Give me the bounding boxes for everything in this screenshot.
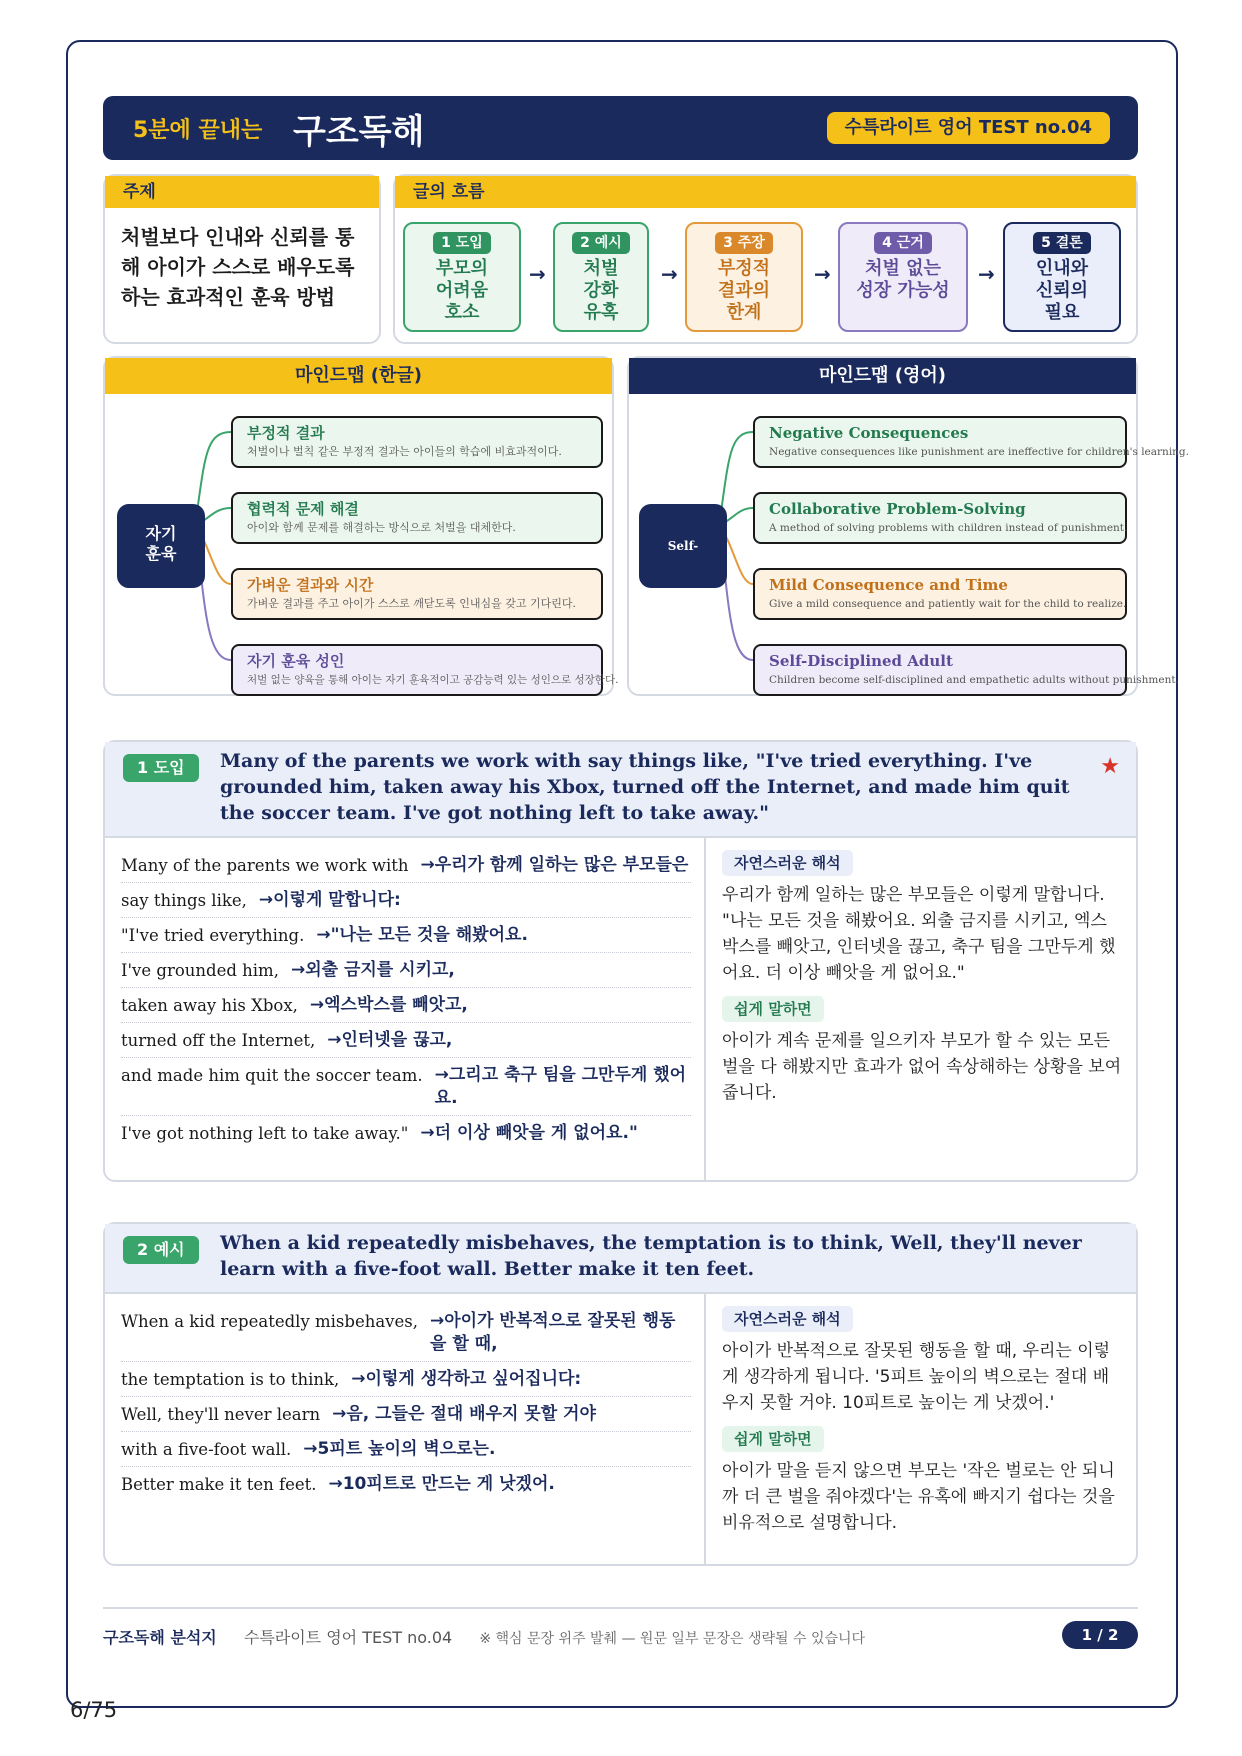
mindmap-node-title: 자기 훈육 성인: [247, 652, 345, 670]
natural-translation-tag: 자연스러운 해석: [722, 850, 853, 876]
arrow-right-icon: →: [529, 262, 546, 286]
phrase-rows: [121, 1304, 691, 1501]
mindmap-english-node-4: [753, 644, 1179, 696]
phrase-english: I've got nothing left to take away.": [121, 1124, 409, 1143]
mindmap-english-node-2: [753, 492, 1127, 544]
phrase-row: [121, 883, 691, 918]
test-badge: 수특라이트 영어 TEST no.04: [827, 112, 1110, 144]
phrase-korean: →그리고 축구 팀을 그만두게 했어요.: [434, 1065, 687, 1108]
phrase-english: Better make it ten feet.: [121, 1475, 317, 1494]
mindmap-english-heading: 마인드맵 (영어): [629, 358, 1136, 394]
section-key-sentence: Many of the parents we work with say things like, "I've tried everything. I've grounded him, taken away his Xbox, turned off the Internet, and made him quit the soccer team. I've got nothing left to take away.": [220, 750, 1070, 824]
phrase-row: [121, 1304, 691, 1362]
easy-explanation-tag: 쉽게 말하면: [722, 996, 824, 1022]
flow-step-label: 처벌 강화 유혹: [583, 258, 619, 323]
footer-brand: 구조독해 분석지: [103, 1628, 217, 1647]
flow-card: [393, 174, 1138, 344]
arrow-right-icon: →: [978, 262, 995, 286]
header-title: 구조독해: [293, 112, 425, 152]
mindmap-node-desc: Children become self-disciplined and empathetic adults without punishment.: [769, 674, 1179, 686]
flow-step-2: [553, 222, 649, 332]
mindmap-korean-node-3: [231, 568, 603, 620]
natural-translation-tag: 자연스러운 해석: [722, 1306, 853, 1332]
phrase-english: Many of the parents we work with: [121, 856, 409, 875]
natural-translation: 아이가 반복적으로 잘못된 행동을 할 때, 우리는 이렇게 생각하게 됩니다. '5피트 높이의 벽으로는 절대 배우지 못할 거야. 10피트로 높이는 게 낫겠어.': [722, 1341, 1111, 1413]
flow-step-1: [403, 222, 521, 332]
phrase-korean: →5피트 높이의 벽으로는.: [303, 1439, 496, 1459]
phrase-english: Well, they'll never learn: [121, 1405, 321, 1424]
flow-step-number: 1 도입: [433, 232, 491, 254]
topic-text: 처벌보다 인내와 신뢰를 통해 아이가 스스로 배우도록 하는 효과적인 훈육 방법: [121, 225, 355, 309]
phrase-korean: →엑스박스를 빼앗고,: [309, 995, 468, 1015]
flow-step-number: 2 예시: [572, 232, 630, 254]
flow-steps: [403, 222, 1128, 334]
flow-step-label: 처벌 없는 성장 가능성: [856, 258, 950, 301]
section-badge: 2 예시: [123, 1236, 199, 1264]
phrase-row: [121, 1058, 691, 1116]
mindmap-node-title: 가벼운 결과와 시간: [247, 576, 374, 594]
phrase-english: taken away his Xbox,: [121, 996, 298, 1015]
footer: [103, 1625, 865, 1648]
phrase-korean: →인터넷을 끊고,: [327, 1030, 453, 1050]
mindmap-english-node-3: [753, 568, 1127, 620]
phrase-english: I've grounded him,: [121, 961, 279, 980]
mindmap-english-card: [627, 356, 1189, 696]
phrase-english: and made him quit the soccer team.: [121, 1066, 423, 1085]
phrase-rows: [121, 848, 691, 1150]
phrase-row: [121, 1116, 691, 1150]
topic-heading: 주제: [105, 176, 379, 208]
section-intro-header: [105, 742, 1136, 838]
footer-test: 수특라이트 영어 TEST no.04: [243, 1628, 453, 1647]
arrow-right-icon: →: [814, 262, 831, 286]
footer-note: ※ 핵심 문장 위주 발췌 — 원문 일부 문장은 생략될 수 있습니다: [479, 1631, 866, 1647]
mindmap-node-title: Self-Disciplined Adult: [769, 652, 953, 670]
flow-step-label: 부정적 결과의 한계: [717, 258, 771, 323]
phrase-english: turned off the Internet,: [121, 1031, 316, 1050]
flow-step-4: [838, 222, 968, 332]
phrase-row: [121, 918, 691, 953]
flow-step-number: 3 주장: [715, 232, 773, 254]
easy-explanation-tag: 쉽게 말하면: [722, 1426, 824, 1452]
easy-explanation: 아이가 말을 듣지 않으면 부모는 '작은 벌로는 안 되니까 더 큰 벌을 줘야겠다'는 유혹에 빠지기 쉽다는 것을 비유적으로 설명합니다.: [722, 1461, 1115, 1533]
mindmap-node-title: Collaborative Problem-Solving: [769, 500, 1026, 518]
section-badge: 1 도입: [123, 754, 199, 782]
phrase-korean: →더 이상 빼앗을 게 없어요.": [420, 1123, 638, 1143]
column-divider: [704, 1294, 706, 1564]
section-example-body: [105, 1294, 1136, 1564]
phrase-korean: →이렇게 생각하고 싶어집니다:: [351, 1369, 582, 1389]
mindmap-node-desc: Give a mild consequence and patiently wait for the child to realize.: [769, 598, 1127, 610]
section-intro: [103, 740, 1138, 1182]
phrase-korean: →우리가 함께 일하는 많은 부모들은: [420, 855, 689, 875]
page-counter: 6/75: [70, 1698, 118, 1722]
mindmap-korean-card: [103, 356, 619, 696]
mindmap-node-desc: Negative consequences like punishment are ineffective for children's learning.: [769, 446, 1189, 458]
mindmap-node-title: Mild Consequence and Time: [769, 576, 1008, 594]
phrase-row: [121, 1397, 691, 1432]
mindmap-english-root: Self-discipline: [639, 504, 727, 588]
flow-step-label: 인내와 신뢰의 필요: [1035, 258, 1089, 323]
flow-heading: 글의 흐름: [395, 176, 1136, 208]
flow-step-5: [1003, 222, 1121, 332]
section-key-sentence: When a kid repeatedly misbehaves, the temptation is to think, Well, they'll never learn with a five-foot wall. Better make it ten feet.: [220, 1232, 1082, 1280]
phrase-row: [121, 1432, 691, 1467]
header-subtitle: 5분에 끝내는: [133, 118, 263, 143]
phrase-korean: →음, 그들은 절대 배우지 못할 거야: [332, 1404, 596, 1424]
mindmap-english-node-1: [753, 416, 1189, 468]
phrase-korean: →"나는 모든 것을 해봤어요.: [316, 925, 528, 945]
flow-step-label: 부모의 어려움 호소: [435, 258, 489, 323]
header-bar: [103, 96, 1138, 160]
easy-explanation: 아이가 계속 문제를 일으키자 부모가 할 수 있는 모든 벌을 다 해봤지만 효과가 없어 속상해하는 상황을 보여줍니다.: [722, 1031, 1122, 1103]
mindmap-node-title: 협력적 문제 해결: [247, 500, 359, 518]
phrase-english: with a five-foot wall.: [121, 1440, 292, 1459]
mindmap-node-title: 부정적 결과: [247, 424, 325, 442]
mindmap-node-desc: 처벌 없는 양육을 통해 아이는 자기 훈육적이고 공감능력 있는 성인으로 성장한다.: [247, 674, 619, 686]
phrase-korean: →아이가 반복적으로 잘못된 행동을 할 때,: [429, 1311, 676, 1354]
section-example: [103, 1222, 1138, 1566]
phrase-korean: →외출 금지를 시키고,: [290, 960, 455, 980]
phrase-row: [121, 1362, 691, 1397]
phrase-korean: →10피트로 만드는 게 낫겠어.: [328, 1474, 555, 1494]
mindmap-node-desc: 가벼운 결과를 주고 아이가 스스로 깨닫도록 인내심을 갖고 기다린다.: [247, 597, 576, 610]
phrase-english: say things like,: [121, 891, 247, 910]
flow-step-number: 4 근거: [874, 232, 932, 254]
mindmap-node-desc: 아이와 함께 문제를 해결하는 방식으로 처벌을 대체한다.: [247, 521, 516, 534]
star-icon: ★: [1100, 754, 1120, 779]
mindmap-korean-heading: 마인드맵 (한글): [105, 358, 612, 394]
page-indicator: 1 / 2: [1062, 1621, 1138, 1649]
phrase-korean: →이렇게 말합니다:: [258, 890, 401, 910]
arrow-right-icon: →: [661, 262, 678, 286]
phrase-row: [121, 988, 691, 1023]
phrase-row: [121, 1467, 691, 1501]
interpretation-panel: [722, 1306, 1122, 1546]
mindmap-korean-node-4: [231, 644, 619, 696]
footer-divider: [103, 1607, 1138, 1609]
section-example-header: [105, 1224, 1136, 1294]
mindmap-node-desc: A method of solving problems with children instead of punishment.: [769, 522, 1128, 534]
section-intro-body: [105, 838, 1136, 1180]
mindmap-node-desc: 처벌이나 벌칙 같은 부정적 결과는 아이들의 학습에 비효과적이다.: [247, 445, 562, 458]
phrase-row: [121, 953, 691, 988]
flow-step-3: [685, 222, 803, 332]
interpretation-panel: [722, 850, 1122, 1116]
mindmap-korean-root: 자기 훈육: [117, 504, 205, 588]
phrase-row: [121, 848, 691, 883]
mindmap-korean-node-1: [231, 416, 603, 468]
phrase-row: [121, 1023, 691, 1058]
column-divider: [704, 838, 706, 1180]
mindmap-node-title: Negative Consequences: [769, 424, 969, 442]
natural-translation: 우리가 함께 일하는 많은 부모들은 이렇게 말합니다. "나는 모든 것을 해봤어요. 외출 금지를 시키고, 엑스박스를 빼앗고, 인터넷을 끊고, 축구 팀을 그만두게 했어요. 더 이상 빼앗을 게 없어요.": [722, 885, 1116, 983]
mindmap-korean-node-2: [231, 492, 603, 544]
topic-card: [103, 174, 381, 344]
phrase-english: "I've tried everything.: [121, 926, 305, 945]
phrase-english: When a kid repeatedly misbehaves,: [121, 1312, 418, 1331]
phrase-english: the temptation is to think,: [121, 1370, 340, 1389]
flow-step-number: 5 결론: [1033, 232, 1091, 254]
